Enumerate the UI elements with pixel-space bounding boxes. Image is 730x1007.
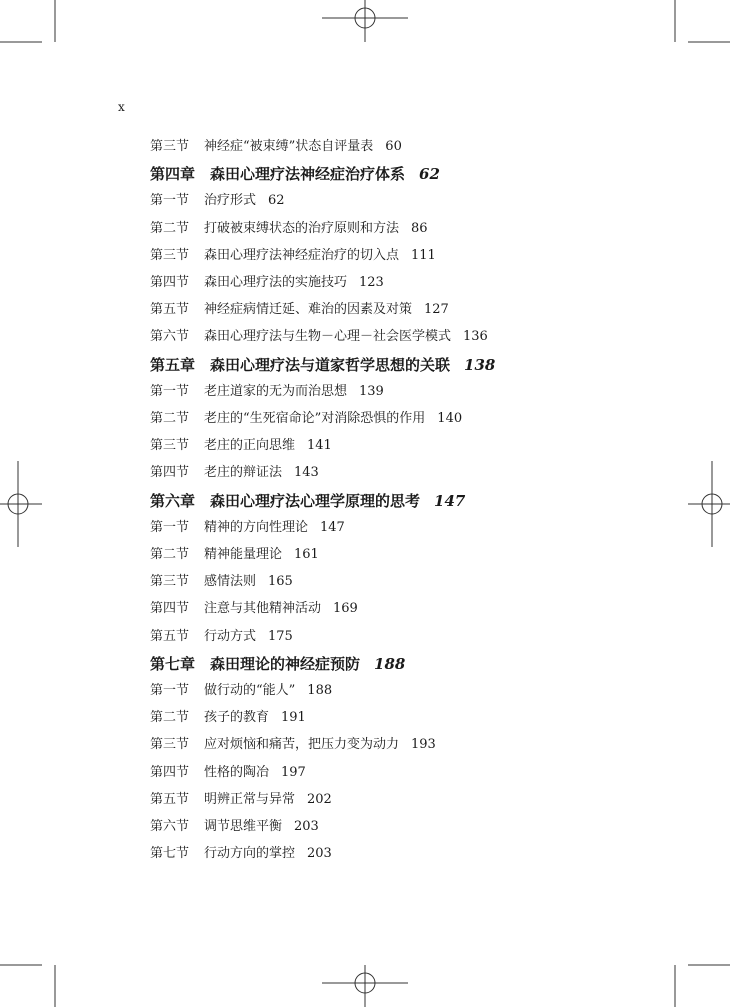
toc-section (150, 409, 462, 429)
toc-section (150, 327, 488, 347)
toc-title: 森田心理疗法心理学原理的思考 (210, 491, 421, 510)
toc-title: 森田心理疗法神经症治疗的切入点 (204, 247, 400, 263)
toc-title: 森田心理疗法的实施技巧 (204, 275, 348, 290)
toc-section (150, 817, 319, 837)
toc-section (150, 246, 436, 266)
toc-title: 性格的陶冶 (204, 764, 270, 780)
toc-page: 123 (359, 275, 384, 290)
toc-page: 138 (464, 355, 496, 374)
toc-label: 第七节 (150, 846, 190, 862)
toc-label: 第二节 (150, 547, 190, 562)
toc-page: 197 (281, 764, 306, 780)
toc-page: 141 (307, 438, 332, 454)
toc-title: 注意与其他精神活动 (204, 601, 322, 617)
toc-page: 62 (268, 193, 285, 209)
toc-page: 188 (307, 683, 333, 698)
toc-section (150, 137, 402, 157)
toc-section (150, 191, 285, 211)
toc-title: 老庄的辩证法 (204, 465, 283, 481)
toc-title: 孩子的教育 (204, 710, 270, 726)
toc-page: 86 (411, 220, 428, 236)
toc-page: 111 (411, 247, 436, 263)
toc-chapter (150, 355, 495, 375)
toc-title: 森田理论的神经症预防 (210, 654, 361, 673)
toc-title: 应对烦恼和痛苦，把压力变为动力 (204, 737, 400, 753)
toc-section (150, 518, 345, 538)
toc-section (150, 627, 293, 647)
toc-label: 第四节 (150, 601, 190, 617)
toc-label: 第一节 (150, 519, 190, 535)
toc-section (150, 599, 358, 619)
toc-label: 第三节 (150, 247, 190, 263)
toc-label: 第六节 (150, 329, 190, 345)
toc-label: 第四章 (150, 165, 196, 184)
toc-title: 打破被束缚状态的治疗原则和方法 (204, 220, 400, 236)
toc-label: 第三节 (150, 737, 190, 753)
toc-page: 161 (294, 547, 319, 562)
toc-page: 203 (294, 819, 319, 834)
toc-chapter (150, 164, 440, 184)
toc-title: 神经症“被束缚”状态自评量表 (204, 139, 374, 154)
toc-title: 行动方式 (204, 628, 257, 644)
toc-section (150, 735, 436, 755)
toc-page: 147 (434, 491, 466, 510)
toc-chapter (150, 654, 405, 674)
toc-label: 第二节 (150, 710, 190, 726)
toc-label: 第六章 (150, 491, 196, 510)
toc-page: 139 (359, 383, 384, 399)
toc-title: 治疗形式 (204, 193, 257, 209)
toc-label: 第二节 (150, 220, 190, 236)
toc-label: 第七章 (150, 654, 196, 673)
toc-section (150, 681, 332, 701)
toc-title: 老庄的“生死宿命论”对消除恐惧的作用 (204, 411, 426, 426)
toc-page: 136 (463, 329, 488, 345)
toc-title: 森田心理疗法与道家哲学思想的关联 (210, 355, 451, 374)
toc-page: 143 (294, 465, 319, 481)
toc-section (150, 273, 384, 293)
toc-title: 做行动的“能人” (204, 683, 296, 698)
toc-page: 193 (411, 737, 436, 753)
toc-section (150, 708, 306, 728)
toc-title: 老庄道家的无为而治思想 (204, 383, 348, 399)
toc-label: 第三节 (150, 438, 190, 454)
toc-page: 147 (320, 519, 345, 535)
toc-section (150, 790, 332, 810)
toc-page: 165 (268, 574, 293, 590)
toc-label: 第一节 (150, 193, 190, 209)
toc-section (150, 763, 306, 783)
toc-page: 191 (281, 710, 306, 726)
toc-label: 第五节 (150, 628, 190, 644)
toc-page: 140 (437, 411, 463, 426)
toc-label: 第一节 (150, 683, 190, 698)
toc-page: 62 (419, 165, 440, 184)
toc-title: 森田心理疗法与生物－心理－社会医学模式 (204, 329, 452, 345)
toc-label: 第五节 (150, 791, 190, 807)
toc-section (150, 545, 319, 565)
toc-title: 感情法则 (204, 574, 257, 590)
toc-title: 精神能量理论 (204, 547, 283, 562)
toc-page: 60 (385, 139, 402, 154)
toc-label: 第四节 (150, 764, 190, 780)
toc-page: 203 (307, 846, 332, 862)
toc-title: 精神的方向性理论 (204, 519, 309, 535)
toc-page: 127 (424, 302, 449, 318)
toc-page: 175 (268, 628, 293, 644)
toc-label: 第三节 (150, 139, 190, 154)
toc-chapter (150, 491, 465, 511)
toc-label: 第一节 (150, 383, 190, 399)
toc-label: 第三节 (150, 574, 190, 590)
toc-section (150, 300, 449, 320)
toc-page: 169 (333, 601, 358, 617)
toc-section (150, 219, 428, 239)
toc-label: 第六节 (150, 819, 190, 834)
toc-page: 188 (374, 654, 406, 673)
toc-section (150, 436, 332, 456)
toc-title: 神经症病情迁延、难治的因素及对策 (204, 302, 413, 318)
toc-title: 行动方向的掌控 (204, 846, 296, 862)
toc-label: 第五节 (150, 302, 190, 318)
toc-label: 第五章 (150, 355, 196, 374)
toc-title: 森田心理疗法神经症治疗体系 (210, 165, 406, 184)
toc-section (150, 844, 332, 864)
toc-section (150, 382, 384, 402)
toc-title: 明辨正常与异常 (204, 791, 296, 807)
toc-title: 老庄的正向思维 (204, 438, 296, 454)
toc-label: 第二节 (150, 411, 190, 426)
toc-title: 调节思维平衡 (204, 819, 283, 834)
toc-label: 第四节 (150, 275, 190, 290)
toc-label: 第四节 (150, 465, 190, 481)
toc-page: 202 (307, 791, 332, 807)
toc-section (150, 572, 293, 592)
page-number: x (118, 100, 125, 114)
toc-section (150, 463, 319, 483)
